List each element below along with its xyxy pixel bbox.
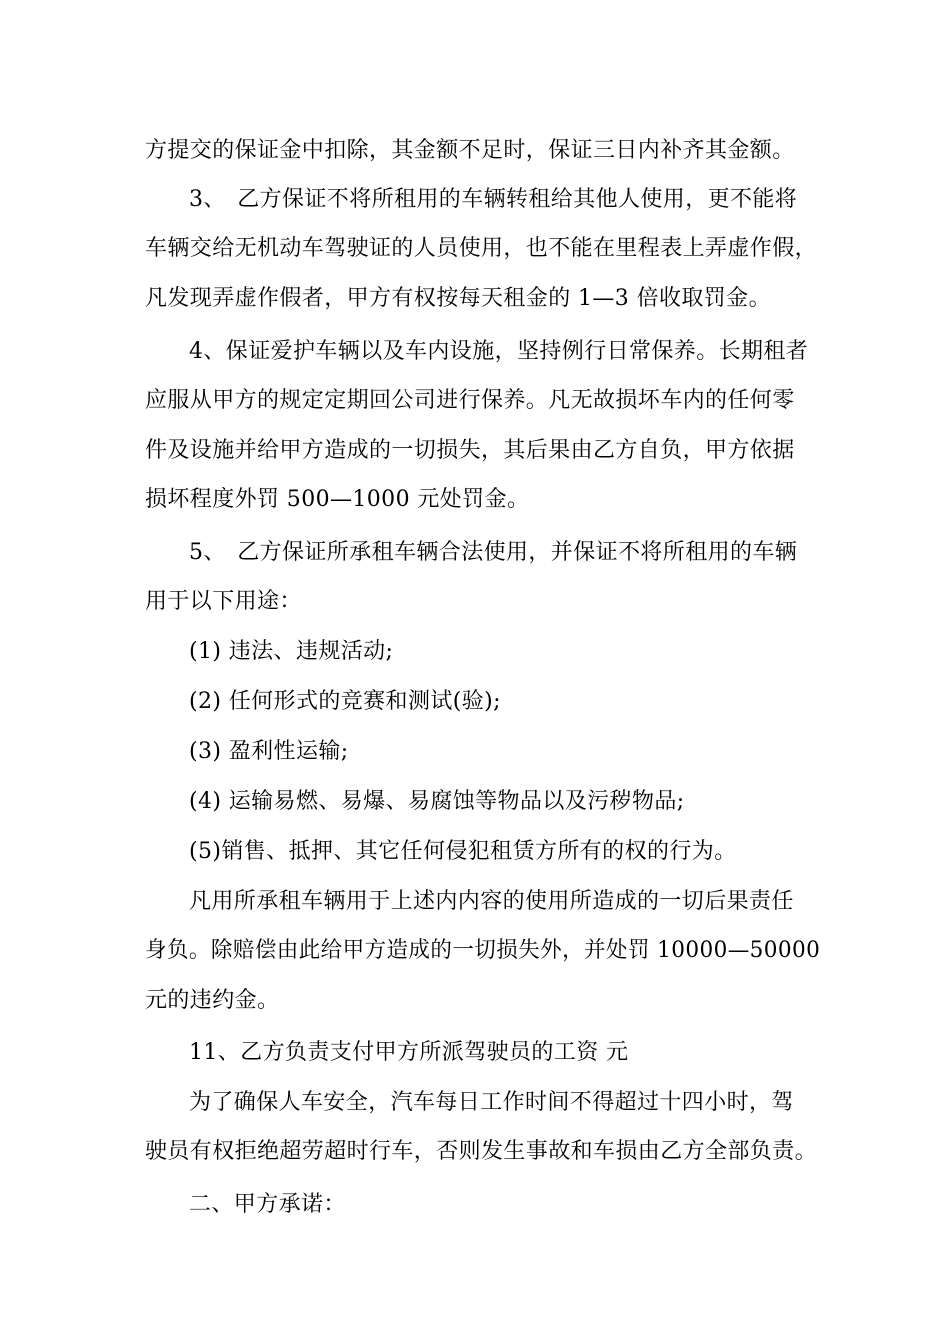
text-line: 凡发现弄虚作假者，甲方有权按每天租金的 1—3 倍收取罚金。 [145,286,771,311]
text-line: 驶员有权拒绝超劳超时行车，否则发生事故和车损由乙方全部负责。 [145,1139,818,1164]
text-line: 方提交的保证金中扣除，其金额不足时，保证三日内补齐其金额。 [145,138,795,163]
list-item: (2) 任何形式的竞赛和测试(验); [189,689,501,714]
text-line: 身负。除赔偿由此给甲方造成的一切损失外，并处罚 10000—50000 [145,938,821,963]
text-line: 元的违约金。 [145,988,280,1013]
text-line: 应服从甲方的规定定期回公司进行保养。凡无故损坏车内的任何零 [145,388,795,413]
text-line: 4、保证爱护车辆以及车内设施，坚持例行日常保养。长期租者 [189,339,809,364]
text-line: 用于以下用途： [145,589,302,614]
text-line: 5、 乙方保证所承租车辆合法使用，并保证不将所租用的车辆 [189,540,798,565]
text-line: 损坏程度外罚 500—1000 元处罚金。 [145,487,530,512]
text-line: 为了确保人车安全，汽车每日工作时间不得超过十四小时，驾 [189,1090,794,1115]
text-line: 车辆交给无机动车驾驶证的人员使用，也不能在里程表上弄虚作假， [145,236,818,261]
section-heading: 二、甲方承诺： [189,1192,346,1217]
list-item: (4) 运输易燃、易爆、易腐蚀等物品以及污秽物品; [189,789,685,814]
text-line: 11、乙方负责支付甲方所派驾驶员的工资 元 [189,1040,629,1065]
text-line: 3、 乙方保证不将所租用的车辆转租给其他人使用，更不能将 [189,187,798,212]
text-line: 凡用所承租车辆用于上述内内容的使用所造成的一切后果责任 [189,889,794,914]
list-item: (3) 盈利性运输; [189,739,349,764]
list-item: (5)销售、抵押、其它任何侵犯租赁方所有的权的行为。 [189,839,737,864]
list-item: (1) 违法、违规活动; [189,639,394,664]
text-line: 件及设施并给甲方造成的一切损失，其后果由乙方自负，甲方依据 [145,438,795,463]
